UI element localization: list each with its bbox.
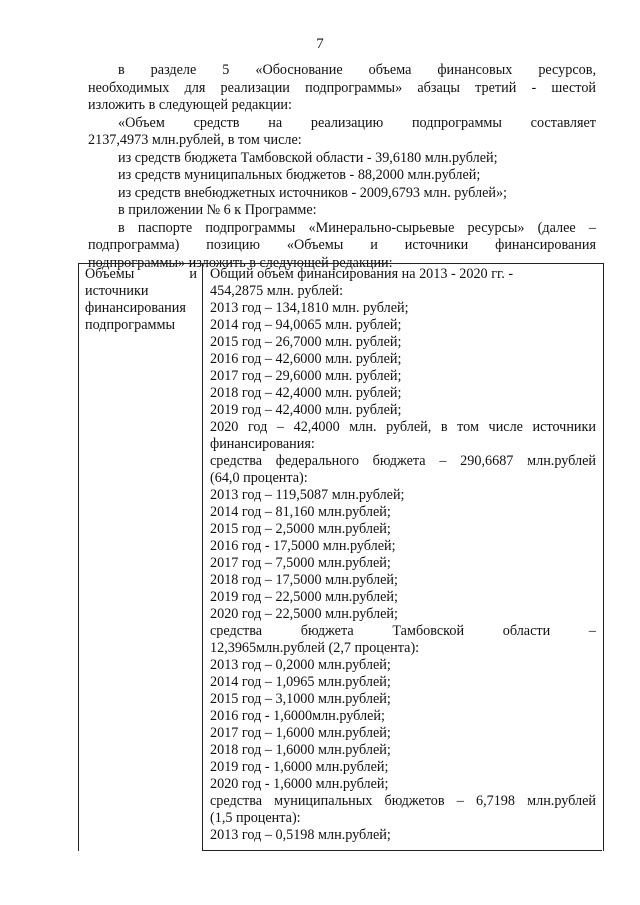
- right-cell-line: 2013 год – 134,1810 млн. рублей;: [210, 300, 409, 316]
- right-cell-line: 2019 год - 1,6000 млн.рублей;: [210, 759, 389, 775]
- right-cell-line: 2017 год – 1,6000 млн.рублей;: [210, 725, 391, 741]
- right-cell-line: 2018 год – 17,5000 млн.рублей;: [210, 572, 398, 588]
- right-cell-line: (64,0 процента):: [210, 470, 308, 486]
- left-cell-line: Объемы и: [85, 266, 197, 282]
- intro-line: в разделе 5 «Обоснование объема финансовых ресурсов,: [118, 62, 596, 78]
- right-cell-line: 2020 год – 42,4000 млн. рублей, в том числе источники: [210, 419, 596, 435]
- right-cell-line: 2015 год – 26,7000 млн. рублей;: [210, 334, 402, 350]
- right-cell-line: 2017 год – 29,6000 млн. рублей;: [210, 368, 402, 384]
- intro-line: из средств бюджета Тамбовской области - 39,6180 млн.рублей;: [118, 149, 498, 166]
- table-right-cell: [210, 266, 596, 844]
- left-cell-line: финансирования: [85, 300, 186, 316]
- right-cell-line: 2020 год - 1,6000 млн.рублей;: [210, 776, 389, 792]
- intro-line: из средств внебюджетных источников - 2009,6793 млн. рублей»;: [118, 184, 507, 201]
- right-cell-line: 2016 год - 17,5000 млн.рублей;: [210, 538, 396, 554]
- right-cell-line: 2013 год – 0,2000 млн.рублей;: [210, 657, 391, 673]
- left-cell-line: источники: [85, 283, 149, 299]
- left-cell-line: подпрограммы: [85, 317, 175, 333]
- right-cell-line: 2018 год – 42,4000 млн. рублей;: [210, 385, 402, 401]
- intro-line: в паспорте подпрограммы «Минерально-сырьевые ресурсы» (далее –: [118, 219, 596, 236]
- intro-line: подпрограмма) позицию «Объемы и источники финансирования: [88, 237, 596, 253]
- right-cell-line: средства бюджета Тамбовской области –: [210, 623, 596, 639]
- right-cell-line: 2013 год – 0,5198 млн.рублей;: [210, 827, 391, 843]
- right-cell-line: 2020 год – 22,5000 млн.рублей;: [210, 606, 398, 622]
- right-cell-line: 2014 год – 94,0065 млн. рублей;: [210, 317, 402, 333]
- intro-line: подпрограммы» изложить в следующей редакции:: [88, 254, 393, 271]
- column-divider: [202, 264, 203, 851]
- page-number: 7: [316, 36, 324, 52]
- intro-line: изложить в следующей редакции:: [88, 97, 292, 113]
- right-cell-line: 2014 год – 1,0965 млн.рублей;: [210, 674, 391, 690]
- right-cell-line: финансирования:: [210, 436, 315, 452]
- bottom-rule: [202, 850, 602, 851]
- intro-line: из средств муниципальных бюджетов - 88,2000 млн.рублей;: [118, 167, 481, 183]
- intro-line: «Объем средств на реализацию подпрограммы составляет: [118, 114, 596, 131]
- financing-table: [78, 263, 604, 851]
- intro-line: 2137,4973 млн.рублей, в том числе:: [88, 132, 302, 148]
- intro-line: необходимых для реализации подпрограммы» абзацы третий - шестой: [88, 79, 596, 96]
- right-cell-line: 2015 год – 2,5000 млн.рублей;: [210, 521, 391, 537]
- intro-line: в приложении № 6 к Программе:: [118, 202, 317, 218]
- table-left-cell: [85, 266, 197, 334]
- right-cell-line: 2016 год – 42,6000 млн. рублей;: [210, 351, 402, 367]
- right-cell-line: 2018 год – 1,6000 млн.рублей;: [210, 742, 391, 758]
- right-cell-line: 2015 год – 3,1000 млн.рублей;: [210, 691, 391, 707]
- right-cell-line: 2014 год – 81,160 млн.рублей;: [210, 504, 391, 520]
- right-cell-line: 12,3965млн.рублей (2,7 процента):: [210, 640, 420, 656]
- right-cell-line: 2013 год – 119,5087 млн.рублей;: [210, 487, 405, 503]
- right-cell-line: (1,5 процента):: [210, 810, 301, 826]
- right-cell-line: 454,2875 млн. рублей:: [210, 283, 344, 299]
- right-cell-line: средства муниципальных бюджетов – 6,7198 млн.рублей: [210, 793, 596, 809]
- right-cell-line: 2017 год – 7,5000 млн.рублей;: [210, 555, 391, 571]
- right-cell-line: 2019 год – 42,4000 млн. рублей;: [210, 402, 402, 418]
- right-cell-line: Общий объем финансирования на 2013 - 2020 гг. -: [210, 266, 514, 282]
- right-cell-line: 2016 год - 1,6000млн.рублей;: [210, 708, 385, 724]
- right-cell-line: средства федерального бюджета – 290,6687 млн.рублей: [210, 453, 596, 469]
- right-cell-line: 2019 год – 22,5000 млн.рублей;: [210, 589, 398, 605]
